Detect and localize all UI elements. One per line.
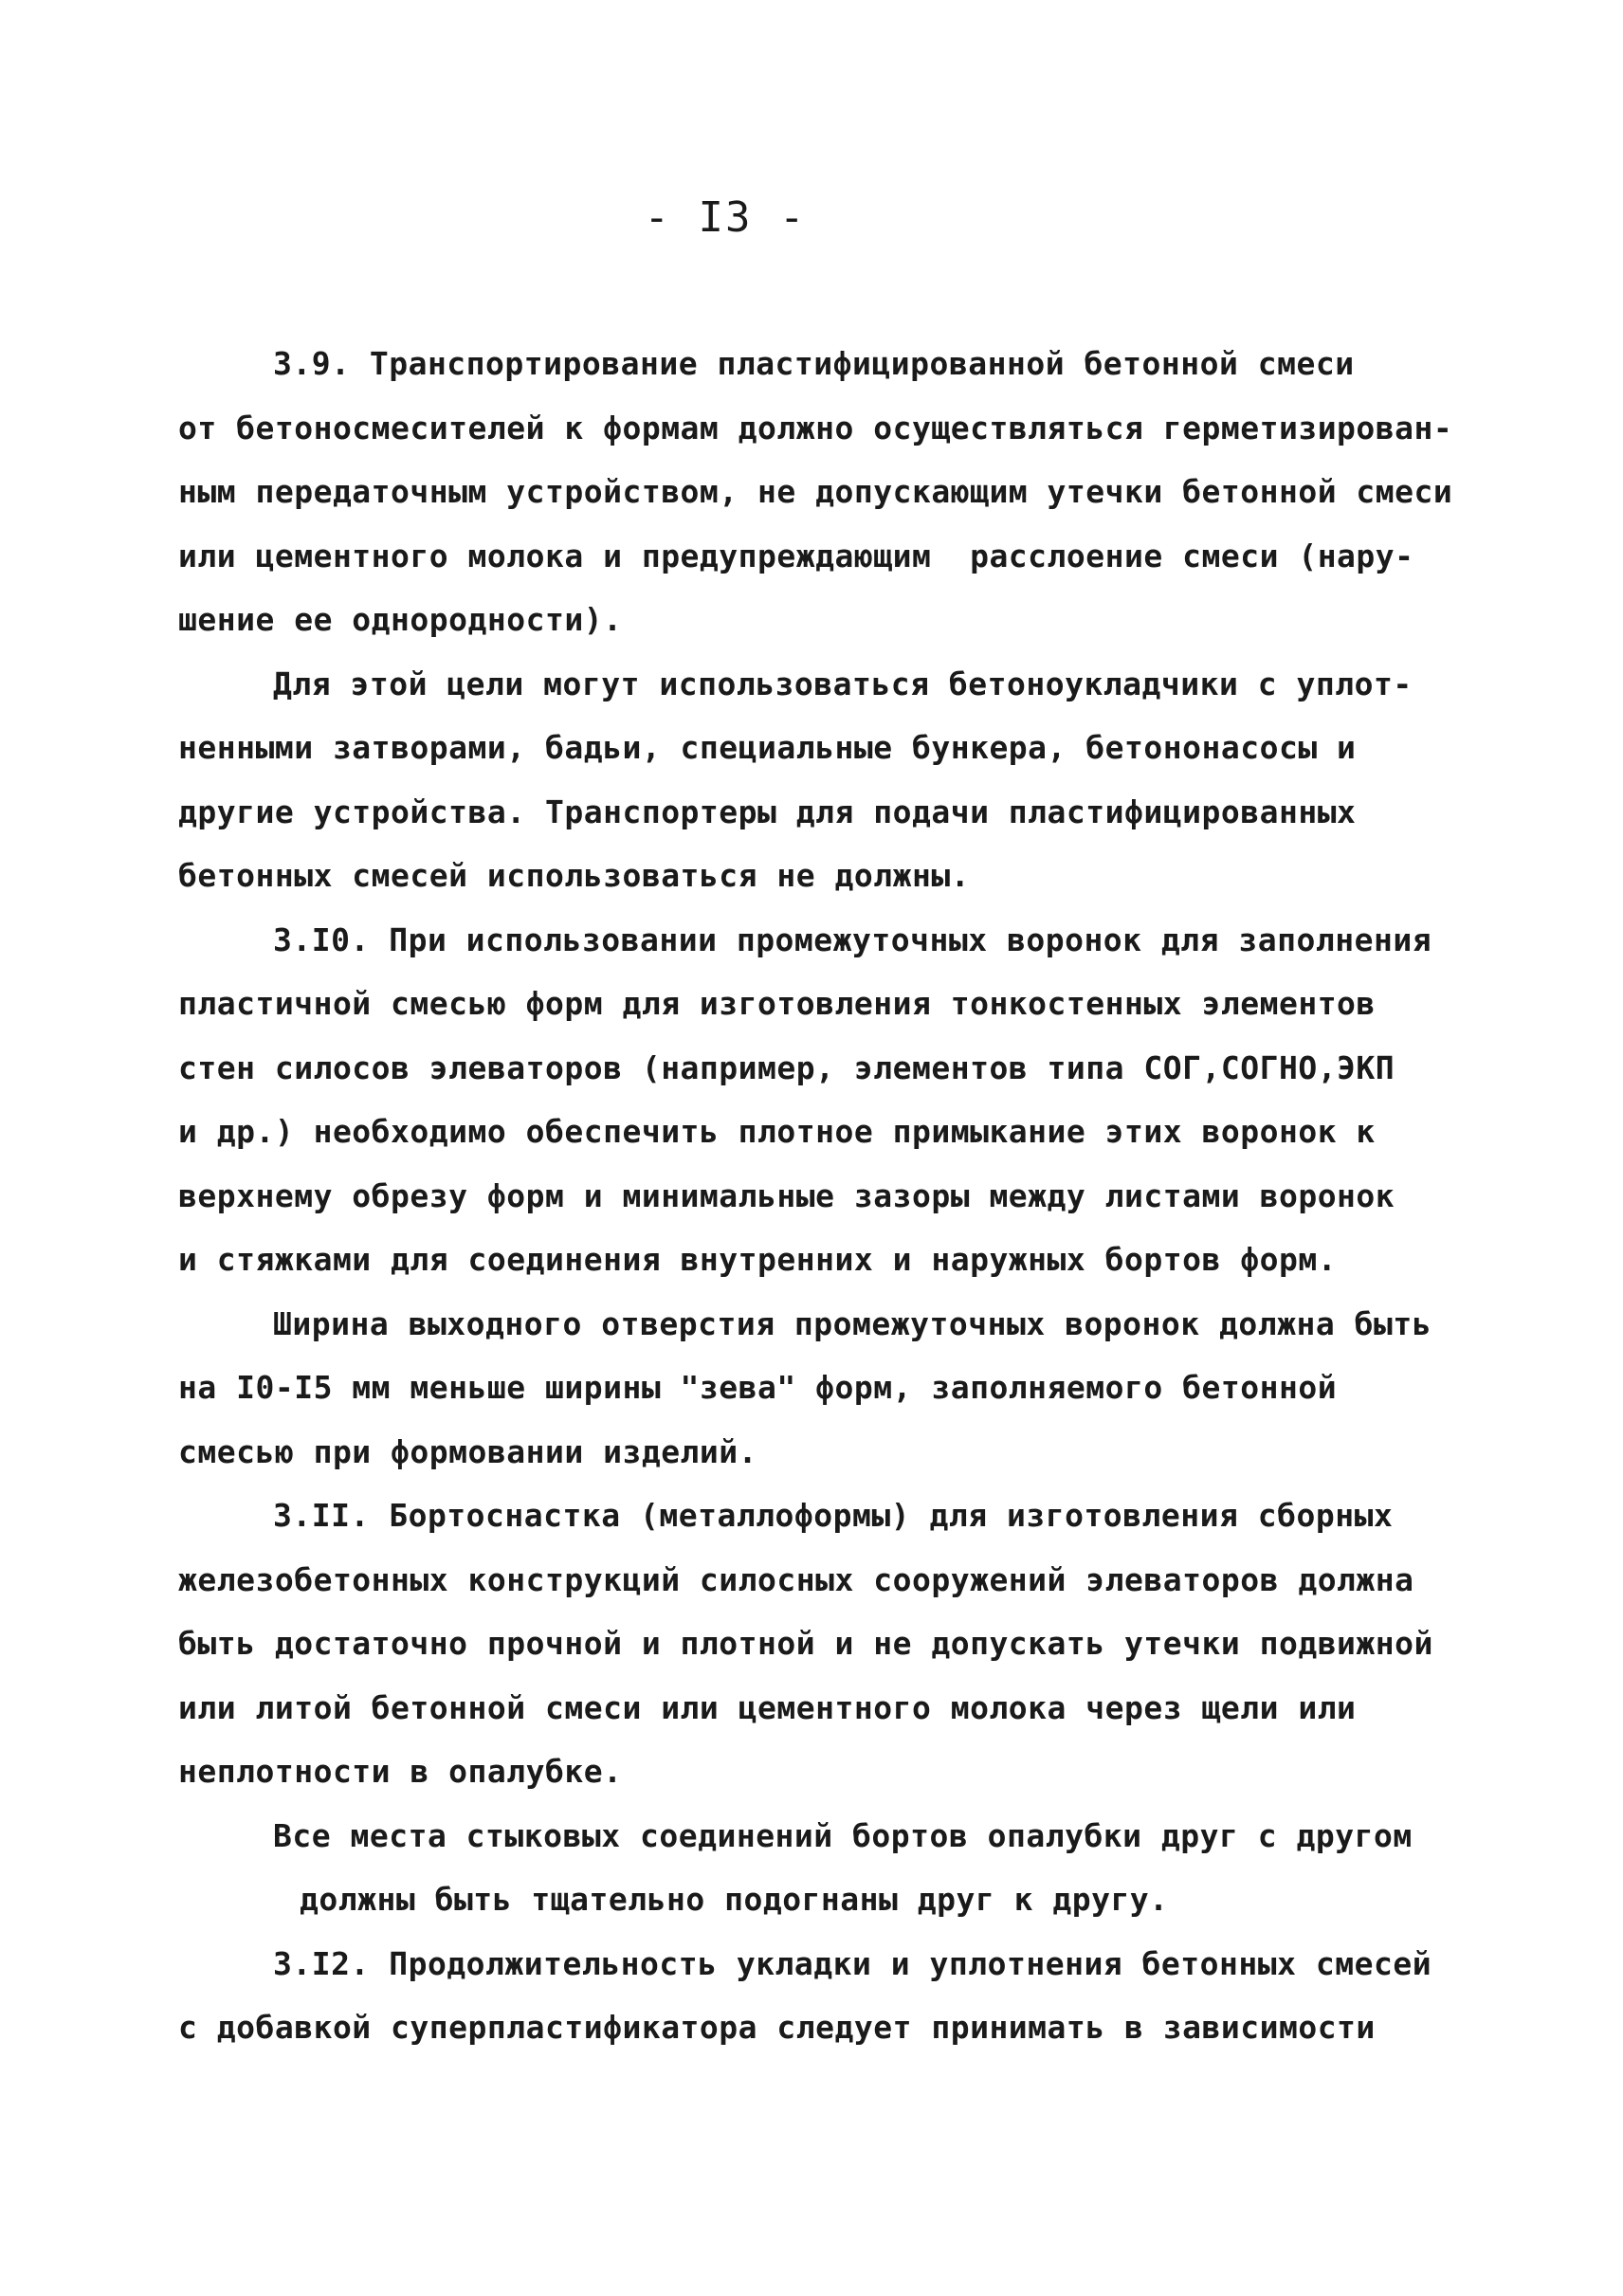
text-line: 3.II. Бортоснастка (металлоформы) для изготовления сборных [273, 1497, 1394, 1534]
text-line: или цементного молока и предупреждающим расслоение смеси (нару- [178, 537, 1414, 574]
text-line: другие устройства. Транспортеры для подачи пластифицированных [178, 793, 1357, 830]
text-line: пластичной смесью форм для изготовления тонкостенных элементов [178, 985, 1376, 1022]
text-line: смесью при формовании изделий. [178, 1432, 758, 1470]
text-line: стен силосов элеваторов (например, элементов типа СОГ,СОГНО,ЭКП [178, 1048, 1395, 1086]
text-line: или литой бетонной смеси или цементного молока через щели или [178, 1688, 1357, 1726]
text-line: 3.I0. При использовании промежуточных воронок для заполнения [273, 920, 1432, 958]
page-number: - I3 - [644, 193, 807, 242]
text-line: ненными затворами, бадьи, специальные бункера, бетононасосы и [178, 729, 1357, 766]
body-text [178, 332, 1486, 2060]
text-line: Для этой цели могут использоваться бетоноукладчики с уплот- [273, 665, 1413, 702]
text-line: верхнему обрезу форм и минимальные зазоры между листами воронок [178, 1176, 1395, 1214]
text-line: Ширина выходного отверстия промежуточных воронок должна быть [273, 1304, 1432, 1342]
text-line: на I0-I5 мм меньше ширины "зева" форм, заполняемого бетонной [178, 1369, 1338, 1406]
text-line: 3.9. Транспортирование пластифицированной бетонной смеси [273, 345, 1355, 382]
text-line: 3.I2. Продолжительность укладки и уплотнения бетонных смесей [273, 1944, 1432, 1982]
text-line: от бетоносмесителей к формам должно осуществляться герметизирован- [178, 409, 1453, 446]
text-line: быть достаточно прочной и плотной и не допускать утечки подвижной [178, 1625, 1433, 1662]
text-line: неплотности в опалубке. [178, 1753, 623, 1790]
text-line: Все места стыковых соединений бортов опалубки друг с другом [273, 1816, 1413, 1854]
text-line: должны быть тщательно подогнаны друг к другу. [300, 1881, 1169, 1918]
text-line: шение ее однородности). [178, 601, 623, 638]
text-line: ным передаточным устройством, не допускающим утечки бетонной смеси [178, 473, 1453, 510]
text-line: и стяжками для соединения внутренних и наружных бортов форм. [178, 1241, 1338, 1278]
text-line: железобетонных конструкций силосных сооружений элеваторов должна [178, 1560, 1414, 1598]
text-line: бетонных смесей использоваться не должны. [178, 857, 971, 894]
text-line: и др.) необходимо обеспечить плотное примыкание этих воронок к [178, 1113, 1376, 1150]
text-line: с добавкой суперпластификатора следует принимать в зависимости [178, 2009, 1376, 2046]
